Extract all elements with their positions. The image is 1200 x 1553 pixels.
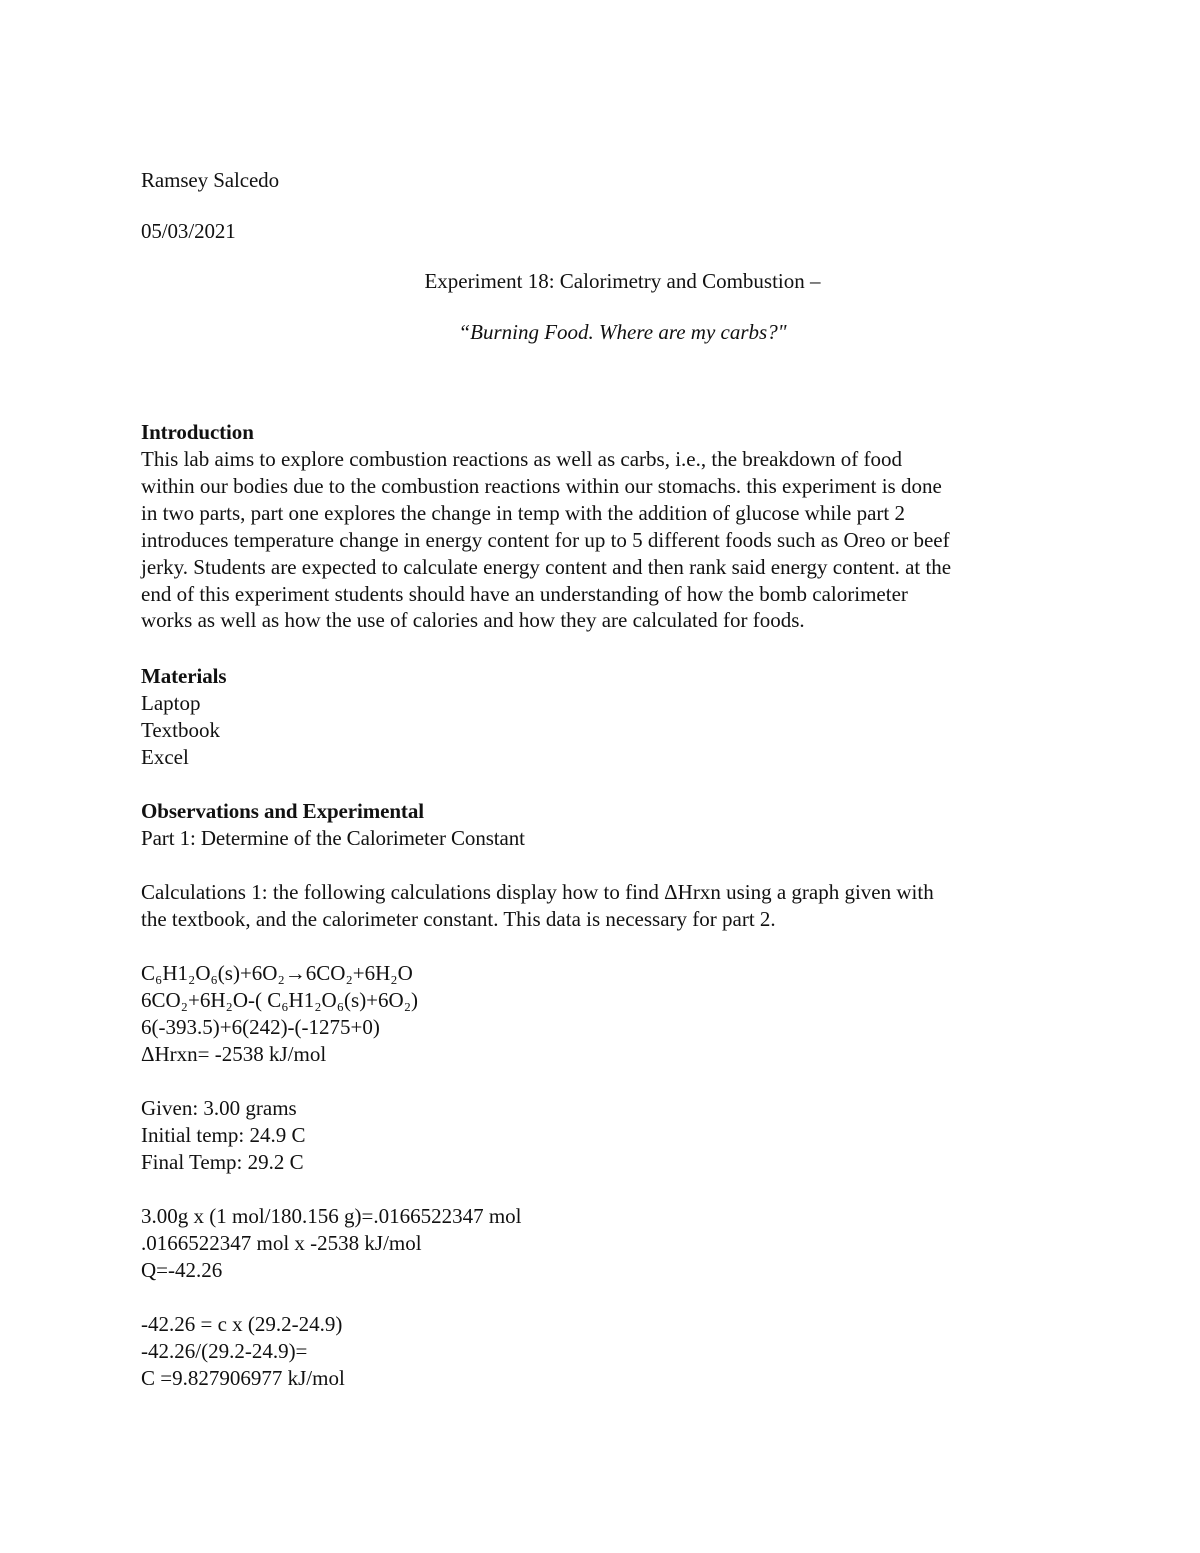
- constant-block: [141, 1311, 345, 1392]
- materials-item: Textbook: [141, 717, 221, 742]
- given-line: Final Temp: 29.2 C: [141, 1149, 304, 1174]
- constant-line: C =9.827906977 kJ/mol: [141, 1365, 345, 1390]
- equation-line: ΔHrxn= -2538 kJ/mol: [141, 1041, 327, 1066]
- given-line: Given: 3.00 grams: [141, 1096, 297, 1120]
- introduction-heading: Introduction: [141, 420, 254, 444]
- moles-line: Q=-42.26: [141, 1257, 223, 1282]
- given-block: [141, 1095, 305, 1176]
- introduction-line: within our bodies due to the combustion reactions within our stomachs. this experiment is done: [141, 473, 942, 498]
- equation-line: 6CO₂+6H₂O-( C₆H1₂O₆(s)+6O₂): [141, 987, 419, 1012]
- introduction-line: end of this experiment students should have an understanding of how the bomb calorimeter: [141, 581, 908, 606]
- given-line: Initial temp: 24.9 C: [141, 1122, 306, 1147]
- introduction-line: jerky. Students are expected to calculate energy content and then rank said energy content. at the: [141, 554, 952, 579]
- materials-item: Excel: [141, 744, 189, 769]
- report-date: 05/03/2021: [141, 219, 236, 243]
- part1-title: Part 1: Determine of the Calorimeter Constant: [141, 826, 525, 850]
- moles-block: [141, 1203, 522, 1284]
- constant-line: -42.26/(29.2-24.9)=: [141, 1338, 308, 1363]
- constant-line: -42.26 = c x (29.2-24.9): [141, 1312, 343, 1336]
- equation-line: 6(-393.5)+6(242)-(-1275+0): [141, 1014, 380, 1039]
- moles-line: .0166522347 mol x -2538 kJ/mol: [141, 1230, 422, 1255]
- moles-line: 3.00g x (1 mol/180.156 g)=.0166522347 mol: [141, 1204, 522, 1228]
- introduction-paragraph: [141, 446, 1061, 634]
- calculations-intro: [141, 879, 934, 933]
- materials-list: [141, 690, 220, 771]
- equation-line: C₆H1₂O₆(s)+6O₂→6CO₂+6H₂O: [141, 961, 413, 985]
- author-name: Ramsey Salcedo: [141, 168, 279, 192]
- calculations-intro-line: the textbook, and the calorimeter constant. This data is necessary for part 2.: [141, 906, 776, 931]
- equations-block: [141, 960, 418, 1068]
- introduction-line: in two parts, part one explores the change in temp with the addition of glucose while part 2: [141, 500, 905, 525]
- calculations-intro-line: Calculations 1: the following calculations display how to find ΔHrxn using a graph given with: [141, 880, 934, 904]
- introduction-line: works as well as how the use of calories and how they are calculated for foods.: [141, 608, 805, 633]
- document-title: Experiment 18: Calorimetry and Combustion –: [424, 269, 821, 293]
- document-subtitle: “Burning Food. Where are my carbs?": [458, 320, 787, 344]
- introduction-line: introduces temperature change in energy content for up to 5 different foods such as Oreo or beef: [141, 527, 950, 552]
- observations-heading: Observations and Experimental: [141, 799, 424, 823]
- materials-heading: Materials: [141, 664, 227, 688]
- materials-item: Laptop: [141, 691, 201, 715]
- introduction-line: This lab aims to explore combustion reactions as well as carbs, i.e., the breakdown of food: [141, 447, 903, 471]
